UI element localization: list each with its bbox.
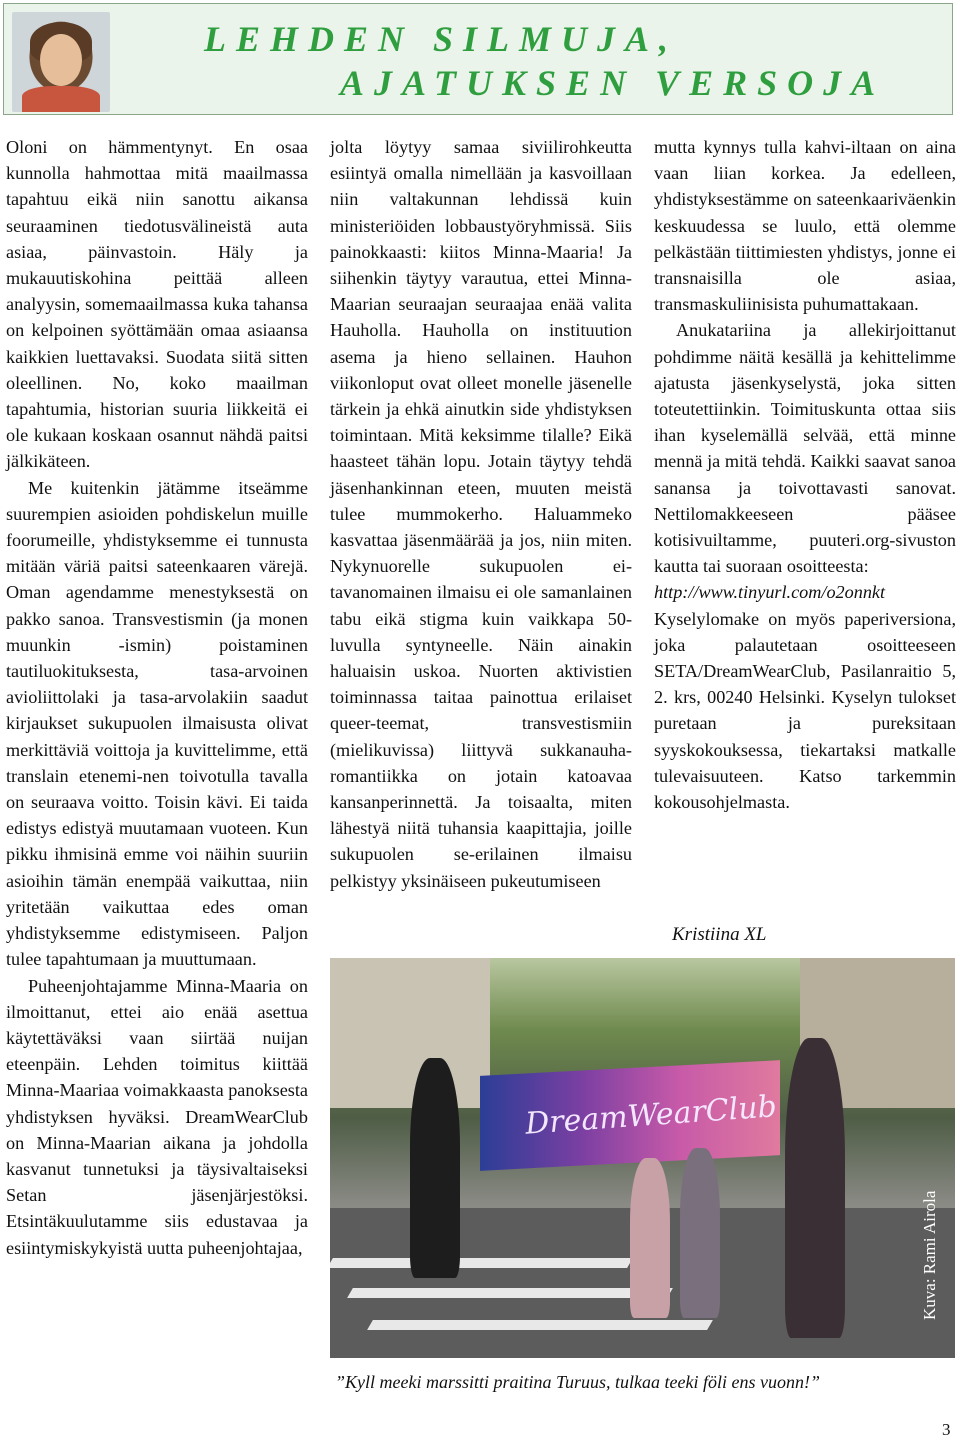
parade-photo — [330, 958, 955, 1358]
paragraph: Oloni on hämmentynyt. En osaa kunnolla hahmottaa mitä maailmassa tapahtuu eikä niin sanottu aikansa seuraaminen tiedotusvälineistä auta asiaa, päinvastoin. Häly ja mukauutiskohina peittää alleen analyysin, somemaailmassa kuka tahansa on kelpoinen syöttämään omaa asiaansa kaikkien luettavaksi. Suodata siitä sitten oleellinen. No, koko maailman tapahtumia, historian suuria liikkeitä ei ole kukaan koskaan osannut nähdä paitsi jälkikäteen. — [6, 137, 308, 472]
page-number: 3 — [942, 1420, 951, 1439]
photo-person — [410, 1058, 460, 1278]
column-3 — [654, 134, 956, 815]
photo-person — [785, 1038, 845, 1338]
portrait-shirt — [22, 86, 100, 112]
paragraph: mutta kynnys tulla kahvi-iltaan on aina vaan liian korkea. Ja edelleen, yhdistyksestämme on sateenkaariväenkin keskuudessa se luulo, että olemme pelkästään tiittimiesten yhdistys, jonne ei transnaisilla ole asiaa, transmaskuliinisista puhumattakaan. — [654, 137, 956, 315]
paragraph: Kyselylomake on myös paperiversiona, joka palautetaan osoitteeseen SETA/DreamWearClub, Pasilanraitio 5, 2. krs, 00240 Helsinki. Kyselyn tulokset puretaan ja pureksitaan syyskokouksessa, tiekartaksi matkalle tulevaisuuteen. Katso tarkemmin kokousohjelmasta. — [654, 608, 956, 813]
photo-building — [330, 958, 490, 1108]
photo-crosswalk — [347, 1288, 673, 1298]
photo-person — [680, 1148, 720, 1318]
portrait-face — [40, 34, 82, 86]
paragraph: Anukatariina ja allekirjoittanut pohdimme näitä kesällä ja kehittelimme ajatusta jäsenkyselystä, joka sitten toteutettiinkin. Toimituskunta ottaa siis ihan kyselemällä selvää, että minne mennä ja mitä tehdä. Kaikki saavat sanoa sanansa ja toivottavasti sanovat. Nettilomakkeeseen pääsee kotisivuiltamme, puuteri.org-sivuston kautta tai suoraan osoitteesta: — [654, 320, 956, 577]
paragraph: Puheenjohtajamme Minna-Maaria on ilmoittanut, ettei aio enää asettua käytettäväksi vaan siirtää nuijan eteenpäin. Lehden toimitus kiittää Minna-Maariaa voimakkaasta panoksesta yhdistyksen hyväksi. DreamWearClub on Minna-Maarian aikana ja johdolla kasvanut tunnetuksi ja täysivaltaiseksi Setan jäsenjärjestöksi. Etsintäkuulutamme siis edustavaa ja esiintymiskykyistä uutta puheenjohtajaa, — [6, 975, 309, 1258]
photo-crosswalk — [367, 1320, 713, 1330]
title-line-2: AJATUKSEN VERSOJA — [340, 63, 886, 103]
photo-crosswalk — [330, 1258, 633, 1268]
column-2 — [330, 134, 632, 894]
column-1 — [6, 134, 308, 1261]
photo-credit: Kuva: Rami Airola — [920, 1190, 939, 1320]
author-portrait — [12, 12, 110, 112]
title-line-1: LEHDEN SILMUJA, — [204, 19, 679, 59]
photo-banner-text: DreamWearClub — [524, 1089, 778, 1142]
paragraph: jolta löytyy samaa siviilirohkeutta esiintyä omalla nimellään ja kasvoillaan niin valtakunnan lehdissä kuin ministeriöiden lobbaustyöryhmissä. Siis painokkaasti: kiitos Minna-Maaria! Ja siihenkin täytyy varautua, ettei Minna-Maarian seuraajan seuraajaa enää valita Hauholla. Hauholla on instituution asema ja hieno sellainen. Hauhon viikonloput ovat olleet monelle jäsenelle tärkein ja ehkä ainutkin side yhdistyksen toimintaan. Mitä keksimme tilalle? Eikä haasteet tähän lopu. Jotain täytyy tehdä jäsenhankinnan eteen, muuten meistä tulee mummokerho. Haluammeko kasvattaa jäsenmäärää ja jos, niin miten. Nykynuorelle sukupuolen ei-tavanomainen ilmaisu ei ole samanlainen tabu eikä stigma kuin vaikkapa 50-luvulla syntyneelle. Näin ainakin haluaisin uskoa. Nuorten aktivistien toiminnassa taitaa painottua erilaiset queer-teemat, transvestismiin (mielikuvissa) liittyvä sukkanauha-romantiikka on jotain katoavaa kansanperinnettä. Ja toisaalta, miten lähestyä niitä tuhansia kaapittajia, joille sukupuolen se-erilainen ilmaisu pelkistyy yksinäiseen pukeutumiseen — [330, 137, 632, 891]
photo-caption: ”Kyll meeki marssitti praitina Turuus, tulkaa teeki föli ens vuonn!” — [335, 1372, 820, 1392]
photo-person — [630, 1158, 670, 1318]
paragraph: Me kuitenkin jätämme itseämme suurempien asioiden pohdiskelun muille foorumeille, yhdistyksemme ei tunnusta mitään väriä paitsi sateenkaaren värejä. Oman agendamme menestyksestä on pakko sanoa. Transvestismin (ja monen muunkin -ismin) poistaminen tautiluokituksesta, tasa-arvoinen avioliittolaki ja tasa-arvolakiin saadut kirjaukset sukupuolen ilmaisusta olivat merkittäviä voittoja ja kuvittelimme, että translain etenemi-nen toivotulla tavalla on seuraava voitto. Toisin kävi. Ei taida edistys edistyä muutamaan vuoteen. Kun pikku ihmisinä emme voi näihin suuriin asioihin tämän enempää vaikuttaa, niin yritetään vaikuttaa edes oman yhdistyksemme edistymiseen. Paljon tulee tapahtumaan ja muuttumaan. — [6, 477, 308, 970]
author-signature: Kristiina XL — [672, 924, 767, 945]
survey-url-link[interactable]: http://www.tinyurl.com/o2onnkt — [654, 582, 886, 603]
